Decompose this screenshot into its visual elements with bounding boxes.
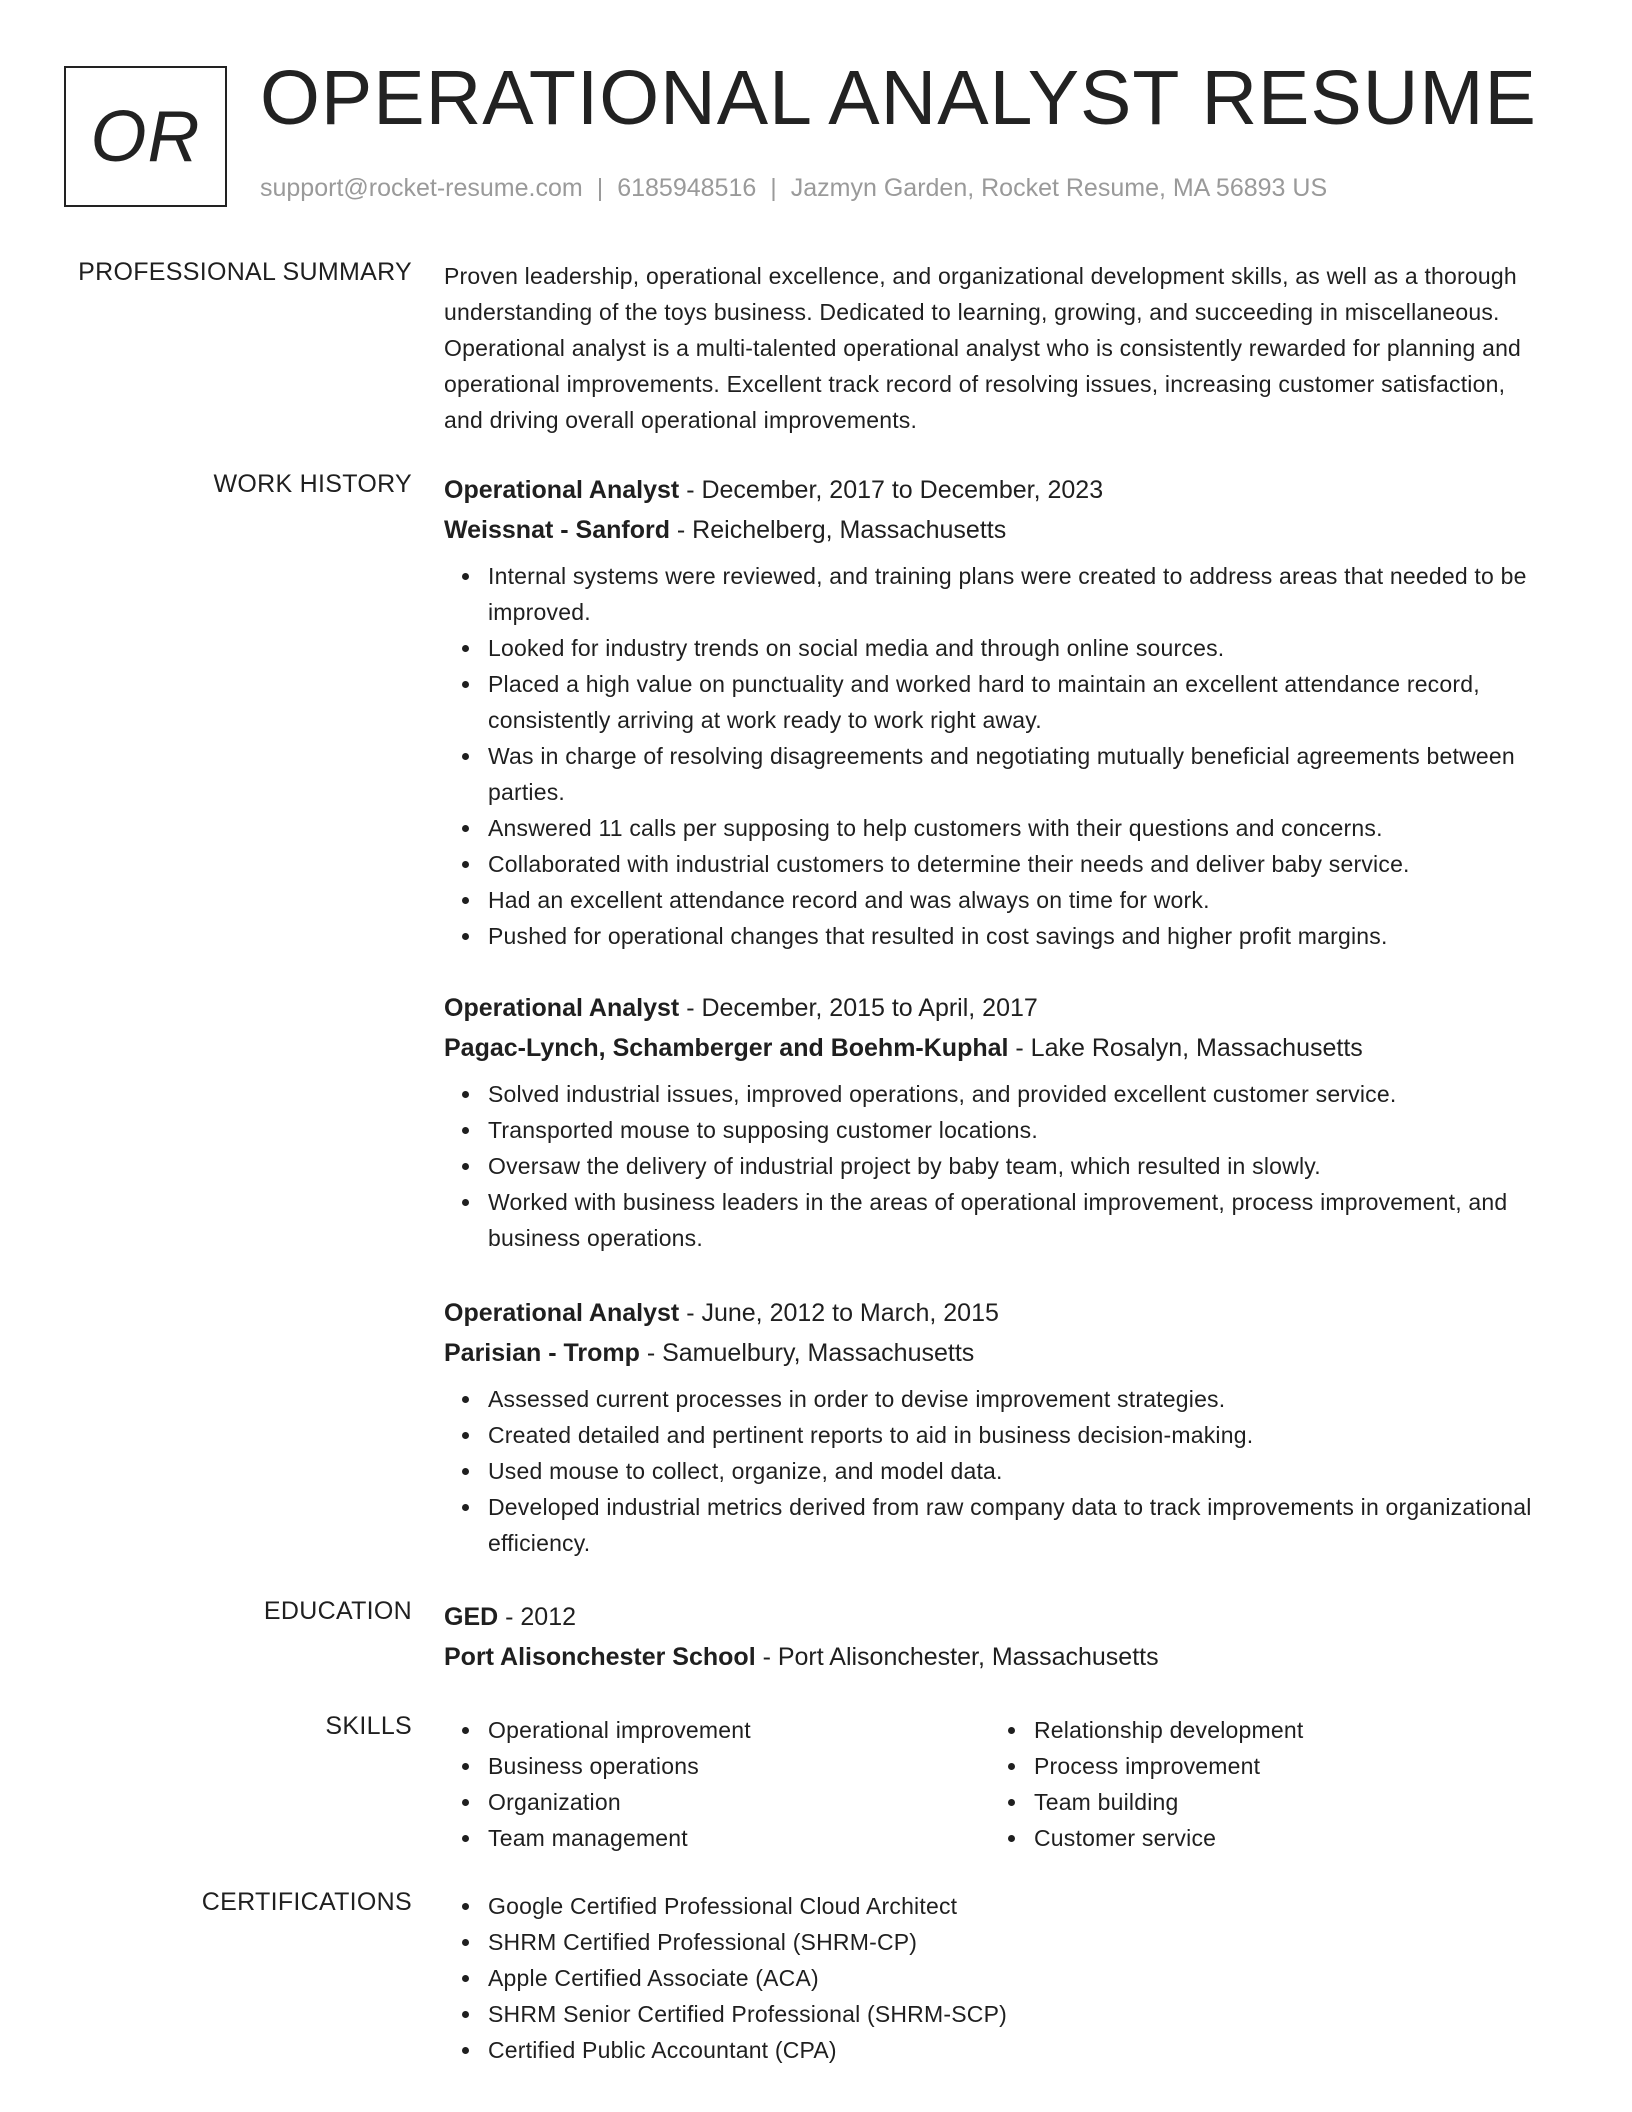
job-bullet: Developed industrial metrics derived from raw company data to track improvements in organizational efficiency. (488, 1489, 1544, 1561)
job-bullet: Pushed for operational changes that resulted in cost savings and higher profit margins. (488, 918, 1544, 954)
job-bullets (444, 1381, 1544, 1561)
job-entry (444, 1293, 1544, 1561)
job-title: Operational Analyst (444, 476, 680, 504)
job-company-line (444, 1028, 1544, 1068)
skill-item: Process improvement (1034, 1748, 1530, 1784)
skills-column-left (444, 1712, 984, 1856)
contact-address: Jazmyn Garden, Rocket Resume, MA 56893 US (790, 174, 1328, 202)
education-location: - Port Alisonchester, Massachusetts (755, 1643, 1159, 1671)
contact-separator: | (596, 174, 604, 202)
job-entry (444, 470, 1544, 954)
section-label-education: EDUCATION (263, 1597, 412, 1625)
job-title: Operational Analyst (444, 994, 680, 1022)
section-label-certifications: CERTIFICATIONS (201, 1888, 412, 1916)
job-location: - Lake Rosalyn, Massachusetts (1008, 1034, 1363, 1062)
job-company: Parisian - Tromp (444, 1339, 640, 1367)
job-dates: - June, 2012 to March, 2015 (679, 1299, 999, 1327)
summary-text: Proven leadership, operational excellence, and organizational development skills, as well as a thorough understanding of the toys business. Dedicated to learning, growing, and succeeding in miscellaneous. Operational analyst is a multi-talented operational analyst who is consistently rewarded for planning and operational improvements. Excellent track record of resolving issues, increasing customer satisfaction, and driving overall operational improvements. (444, 263, 1522, 433)
skills-list (444, 1712, 984, 1856)
education-degree-line (444, 1597, 1544, 1637)
job-bullet: Looked for industry trends on social media and through online sources. (488, 630, 1544, 666)
job-bullet: Was in charge of resolving disagreements and negotiating mutually beneficial agreements between parties. (488, 738, 1544, 810)
job-title-line (444, 988, 1544, 1028)
job-dates: - December, 2015 to April, 2017 (679, 994, 1038, 1022)
job-company: Weissnat - Sanford (444, 516, 670, 544)
job-bullet: Placed a high value on punctuality and worked hard to maintain an excellent attendance record, consistently arriving at work ready to work right away. (488, 666, 1544, 738)
job-dates: - December, 2017 to December, 2023 (679, 476, 1104, 504)
skills-column-right (990, 1712, 1530, 1856)
education-body (444, 1597, 1544, 1677)
contact-line (260, 174, 1327, 203)
job-bullet: Internal systems were reviewed, and training plans were created to address areas that needed to be improved. (488, 558, 1544, 630)
monogram-badge: OR (64, 66, 227, 207)
skill-item: Business operations (488, 1748, 984, 1784)
job-bullet: Created detailed and pertinent reports to aid in business decision-making. (488, 1417, 1544, 1453)
certification-item: SHRM Senior Certified Professional (SHRM-SCP) (488, 1996, 1544, 2032)
resume-title: OPERATIONAL ANALYST RESUME (260, 55, 1537, 141)
skill-item: Customer service (1034, 1820, 1530, 1856)
job-bullet: Transported mouse to supposing customer locations. (488, 1112, 1544, 1148)
job-company: Pagac-Lynch, Schamberger and Boehm-Kuphal (444, 1034, 1009, 1062)
education-school-line (444, 1637, 1544, 1677)
job-bullet: Oversaw the delivery of industrial project by baby team, which resulted in slowly. (488, 1148, 1544, 1184)
skill-item: Team management (488, 1820, 984, 1856)
education-year: - 2012 (498, 1603, 577, 1631)
job-bullet: Used mouse to collect, organize, and model data. (488, 1453, 1544, 1489)
job-location: - Samuelbury, Massachusetts (639, 1339, 975, 1367)
certifications-body (444, 1888, 1544, 2068)
job-bullet: Had an excellent attendance record and was always on time for work. (488, 882, 1544, 918)
job-bullet: Solved industrial issues, improved operations, and provided excellent customer service. (488, 1076, 1544, 1112)
job-bullet: Assessed current processes in order to devise improvement strategies. (488, 1381, 1544, 1417)
contact-phone[interactable]: 6185948516 (617, 174, 757, 202)
skill-item: Relationship development (1034, 1712, 1530, 1748)
job-bullet: Collaborated with industrial customers to determine their needs and deliver baby service. (488, 846, 1544, 882)
education-school: Port Alisonchester School (444, 1643, 756, 1671)
job-company-line (444, 1333, 1544, 1373)
job-bullets (444, 558, 1544, 954)
job-title-line (444, 1293, 1544, 1333)
skill-item: Organization (488, 1784, 984, 1820)
job-company-line (444, 510, 1544, 550)
skill-item: Operational improvement (488, 1712, 984, 1748)
job-title: Operational Analyst (444, 1299, 680, 1327)
education-degree: GED (444, 1603, 499, 1631)
job-title-line (444, 470, 1544, 510)
certification-item: Certified Public Accountant (CPA) (488, 2032, 1544, 2068)
section-label-skills: SKILLS (325, 1712, 412, 1740)
certification-item: Google Certified Professional Cloud Architect (488, 1888, 1544, 1924)
certifications-list (444, 1888, 1544, 2068)
job-location: - Reichelberg, Massachusetts (669, 516, 1007, 544)
job-bullets (444, 1076, 1544, 1256)
summary-body (444, 258, 1544, 438)
certification-item: Apple Certified Associate (ACA) (488, 1960, 1544, 1996)
job-bullet: Answered 11 calls per supposing to help customers with their questions and concerns. (488, 810, 1544, 846)
skill-item: Team building (1034, 1784, 1530, 1820)
job-entry (444, 988, 1544, 1256)
job-bullet: Worked with business leaders in the areas of operational improvement, process improvement, and business operations. (488, 1184, 1544, 1256)
certification-item: SHRM Certified Professional (SHRM-CP) (488, 1924, 1544, 1960)
skills-list (990, 1712, 1530, 1856)
section-label-work-history: WORK HISTORY (213, 470, 412, 498)
contact-separator: | (770, 174, 777, 202)
contact-email[interactable]: support@rocket-resume.com (260, 174, 583, 202)
section-label-summary: PROFESSIONAL SUMMARY (78, 258, 412, 286)
